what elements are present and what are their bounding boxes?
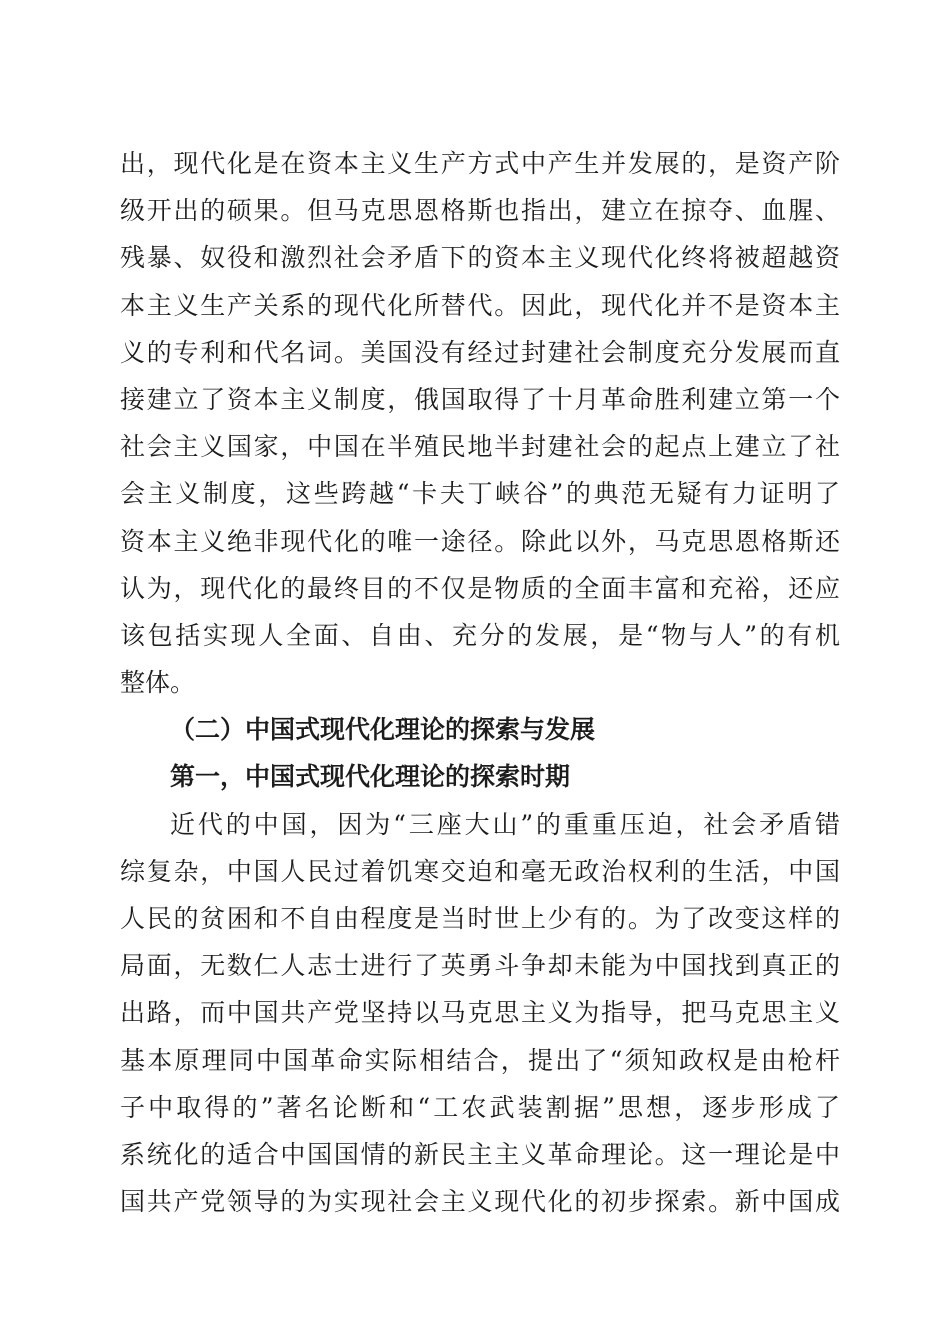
text-line: 该包括实现人全面、自由、充分的发展，是“物与人”的有机 [120, 620, 840, 650]
text-line: 基本原理同中国革命实际相结合，提出了“须知政权是由枪杆 [120, 1045, 840, 1075]
text-line: 系统化的适合中国国情的新民主主义革命理论。这一理论是中 [120, 1139, 840, 1169]
text-line: 人民的贫困和不自由程度是当时世上少有的。为了改变这样的 [120, 904, 840, 933]
text-line: 资本主义绝非现代化的唯一途径。除此以外，马克思恩格斯还 [120, 526, 840, 556]
text-line: 本主义生产关系的现代化所替代。因此，现代化并不是资本主 [120, 290, 840, 320]
text-line: 接建立了资本主义制度，俄国取得了十月革命胜利建立第一个 [120, 384, 840, 414]
text-line: 近代的中国，因为“三座大山”的重重压迫，社会矛盾错 [170, 809, 840, 839]
paragraph [120, 801, 840, 1226]
text-line: 国共产党领导的为实现社会主义现代化的初步探索。新中国成 [120, 1187, 840, 1217]
section-heading: （二）中国式现代化理论的探索与发展 [170, 715, 596, 745]
text-line: 局面，无数仁人志士进行了英勇斗争却未能为中国找到真正的 [120, 951, 840, 981]
text-line: 社会主义国家，中国在半殖民地半封建社会的起点上建立了社 [120, 432, 840, 462]
text-line: 子中取得的”著名论断和“工农武装割据”思想，逐步形成了 [120, 1092, 840, 1122]
text-line: 义的专利和代名词。美国没有经过封建社会制度充分发展而直 [120, 337, 840, 367]
text-line: 级开出的硕果。但马克思恩格斯也指出，建立在掠夺、血腥、 [120, 196, 840, 226]
text-line: 出，现代化是在资本主义生产方式中产生并发展的，是资产阶 [120, 149, 840, 178]
text-line: 整体。 [120, 668, 196, 698]
text-line: 认为，现代化的最终目的不仅是物质的全面丰富和充裕，还应 [120, 573, 840, 603]
text-line: 综复杂，中国人民过着饥寒交迫和毫无政治权利的生活，中国 [120, 856, 840, 886]
paragraph-continuation [120, 140, 840, 706]
text-line: 残暴、奴役和激烈社会矛盾下的资本主义现代化终将被超越资 [120, 243, 840, 273]
text-line: 出路，而中国共产党坚持以马克思主义为指导，把马克思主义 [120, 998, 840, 1028]
text-line: 会主义制度，这些跨越“卡夫丁峡谷”的典范无疑有力证明了 [120, 479, 840, 509]
sub-heading: 第一，中国式现代化理论的探索时期 [170, 762, 571, 792]
document-body [120, 140, 840, 1225]
